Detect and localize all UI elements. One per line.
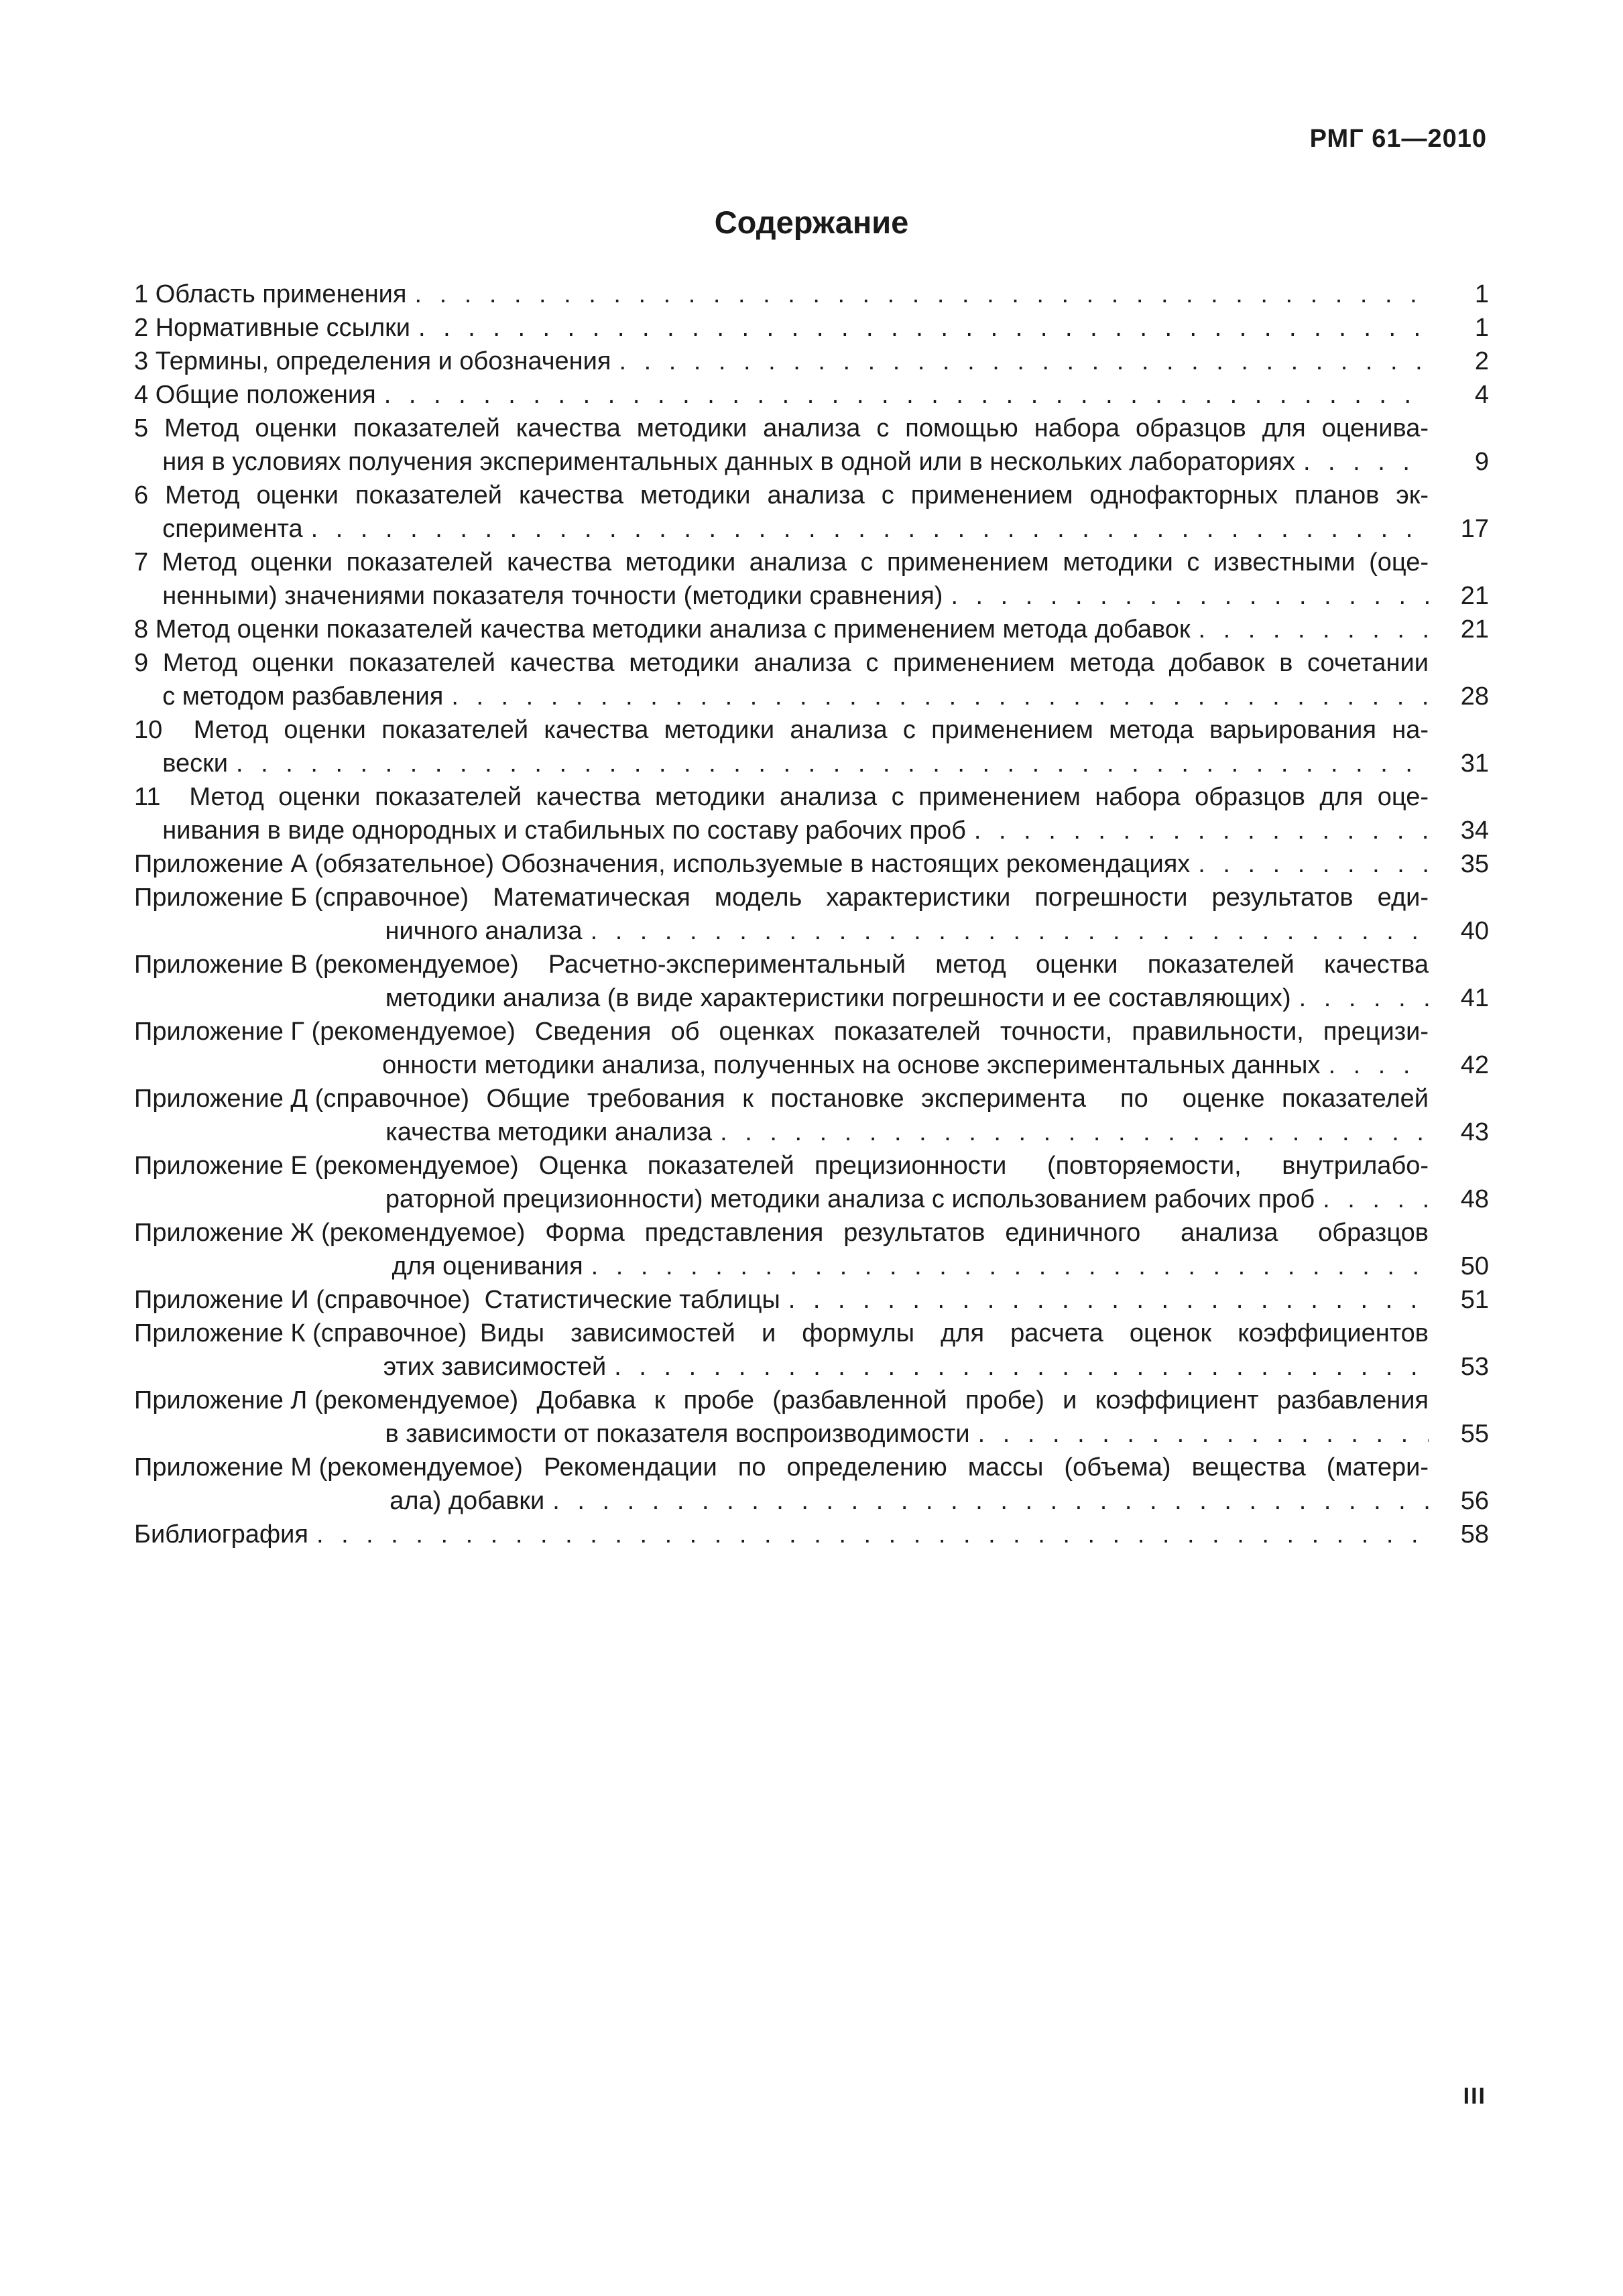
toc-leader-dots — [303, 512, 1429, 546]
toc-entry-line — [134, 847, 1489, 881]
toc-entry-text: 1 Область применения — [134, 280, 407, 308]
toc-entry-body — [134, 345, 1489, 378]
toc-entry-body — [314, 1384, 1489, 1451]
toc-page-spacer — [1429, 948, 1489, 981]
toc-entry-line — [134, 579, 1489, 613]
toc-entry-prefix: Приложение Д — [134, 1085, 315, 1113]
toc-entry-body — [134, 1518, 1489, 1551]
toc-entry-text: 2 Нормативные ссылки — [134, 314, 410, 342]
toc-leader-dots — [970, 1417, 1429, 1451]
toc-entry[interactable] — [134, 1283, 1489, 1317]
toc-entry-line — [319, 1484, 1489, 1518]
toc-entry-line — [312, 1048, 1489, 1082]
toc-page-number: 1 — [1474, 280, 1489, 308]
toc-page-number: 2 — [1474, 347, 1489, 375]
toc-page-number: 4 — [1474, 381, 1489, 409]
toc-entry-line — [134, 546, 1489, 579]
toc-page-spacer — [1429, 1149, 1489, 1183]
toc-leader-dots — [1190, 847, 1429, 881]
toc-page-number: 21 — [1460, 615, 1489, 644]
toc-leader-dots — [611, 345, 1429, 378]
toc-entry-body — [319, 1451, 1489, 1518]
toc-entry[interactable] — [134, 1015, 1489, 1082]
toc-entry-text: методики анализа (в виде характеристики погрешности и ее составляющих) — [314, 984, 1291, 1012]
toc-entry-body — [314, 881, 1489, 948]
toc-entry-text: вески — [134, 749, 228, 778]
toc-entry-prefix: Приложение Е — [134, 1152, 315, 1180]
toc-entry[interactable] — [134, 311, 1489, 345]
toc-entry-prefix: Приложение К — [134, 1319, 313, 1347]
toc-entry-line — [134, 345, 1489, 378]
toc-entry-line — [134, 378, 1489, 412]
toc-page-number: 21 — [1460, 582, 1489, 610]
toc-entry-line — [134, 814, 1489, 847]
toc-leader-dots — [544, 1484, 1429, 1518]
toc-entry-body — [314, 948, 1489, 1015]
toc-entry-body — [314, 1149, 1489, 1216]
toc-entry-line — [314, 1384, 1489, 1417]
toc-entry-text: ненными) значениями показателя точности (методики сравнения) — [134, 582, 943, 610]
toc-entry-line — [314, 1183, 1489, 1216]
toc-leader-dots — [1320, 1048, 1429, 1082]
toc-entry-text: Приложение А (обязательное) Обозначения, используемые в настоящих рекомендациях — [134, 850, 1191, 878]
toc-entry-line — [134, 412, 1489, 445]
toc-page-number: 58 — [1460, 1520, 1489, 1549]
toc-page-number: 55 — [1460, 1420, 1489, 1448]
toc-leader-dots — [228, 747, 1429, 780]
toc-entry-line — [312, 1350, 1489, 1384]
toc-entry-body — [312, 1317, 1489, 1384]
toc-entry-text: ничного анализа — [314, 917, 583, 945]
toc-page-number: 9 — [1474, 448, 1489, 476]
toc-entry-text: 3 Термины, определения и обозначения — [134, 347, 611, 375]
toc-page-number: 31 — [1460, 749, 1489, 778]
toc-leader-dots — [966, 814, 1429, 847]
toc-entry-line — [312, 1317, 1489, 1350]
toc-entry-text: (рекомендуемое) Расчетно-экспериментальный метод оценки показателей качества — [314, 951, 1429, 979]
toc-page-number: 17 — [1460, 515, 1489, 543]
toc-entry[interactable] — [134, 479, 1489, 546]
toc-entry-body — [134, 378, 1489, 412]
toc-leader-dots — [606, 1350, 1429, 1384]
toc-entry-body — [134, 412, 1489, 479]
toc-entry-text: 9 Метод оценки показателей качества методики анализа с применением метода добавок в сочетании — [134, 649, 1429, 677]
toc-entry-line — [134, 613, 1489, 646]
toc-entry-text: (справочное) Виды зависимостей и формулы для расчета оценок коэффициентов — [312, 1319, 1429, 1347]
toc-entry-text: 4 Общие положения — [134, 381, 376, 409]
page-number-roman: III — [1463, 2083, 1486, 2109]
toc-page-spacer — [1429, 412, 1489, 445]
toc-entry-prefix: Приложение Л — [134, 1386, 314, 1414]
toc-entry[interactable] — [134, 345, 1489, 378]
toc-entry-line — [134, 1283, 1489, 1317]
toc-entry-line — [312, 1015, 1489, 1048]
toc-entry-text: онности методики анализа, полученных на основе экспериментальных данных — [311, 1051, 1321, 1079]
toc-entry[interactable] — [134, 278, 1489, 311]
toc-leader-dots — [712, 1115, 1429, 1149]
toc-entry[interactable] — [134, 1149, 1489, 1216]
toc-entry-line — [134, 713, 1489, 747]
table-of-contents — [134, 278, 1489, 1551]
toc-entry[interactable] — [134, 881, 1489, 948]
toc-entry-line — [314, 914, 1489, 948]
toc-page-number: 1 — [1474, 314, 1489, 342]
toc-page-number: 34 — [1460, 817, 1489, 845]
toc-entry[interactable] — [134, 546, 1489, 613]
toc-entry-prefix: Приложение М — [134, 1453, 319, 1482]
toc-entry[interactable] — [134, 1518, 1489, 1551]
toc-entry-line — [314, 948, 1489, 981]
toc-entry-body — [134, 479, 1489, 546]
toc-page-number: 56 — [1460, 1487, 1489, 1515]
toc-entry[interactable] — [134, 1317, 1489, 1384]
toc-entry-line — [134, 1518, 1489, 1551]
toc-leader-dots — [1295, 445, 1429, 479]
toc-entry-line — [134, 512, 1489, 546]
toc-entry-body — [134, 1283, 1489, 1317]
toc-entry-text: качества методики анализа — [314, 1118, 713, 1146]
toc-entry-line — [314, 881, 1489, 914]
toc-entry-line — [314, 1417, 1489, 1451]
toc-entry-text: 6 Метод оценки показателей качества методики анализа с применением однофакторных планов эк- — [134, 481, 1429, 509]
toc-page-number: 41 — [1460, 984, 1489, 1012]
toc-entry[interactable] — [134, 948, 1489, 1015]
toc-entry-prefix: Приложение Г — [134, 1018, 312, 1046]
toc-page-spacer — [1429, 1082, 1489, 1115]
toc-page-number: 35 — [1460, 850, 1489, 878]
toc-page-spacer — [1429, 1451, 1489, 1484]
toc-entry[interactable] — [134, 613, 1489, 646]
toc-entry-text: этих зависимостей — [312, 1353, 607, 1381]
toc-leader-dots — [308, 1518, 1429, 1551]
toc-entry-body — [134, 713, 1489, 780]
toc-entry[interactable] — [134, 780, 1489, 847]
toc-page-number: 40 — [1460, 917, 1489, 945]
toc-page-spacer — [1429, 1216, 1489, 1250]
toc-entry[interactable] — [134, 847, 1489, 881]
toc-entry-text: (рекомендуемое) Форма представления результатов единичного анализа образцов — [321, 1219, 1429, 1247]
toc-entry-text: (справочное) Математическая модель характеристики погрешности результатов еди- — [314, 884, 1429, 912]
toc-entry-text: 11 Метод оценки показателей качества методики анализа с применением набора образцов для оце- — [134, 783, 1429, 811]
toc-page-spacer — [1429, 1384, 1489, 1417]
toc-leader-dots — [1190, 613, 1429, 646]
toc-page-number: 51 — [1460, 1286, 1489, 1314]
toc-leader-dots — [1315, 1183, 1429, 1216]
toc-leader-dots — [583, 1250, 1429, 1283]
toc-entry-body — [134, 546, 1489, 613]
toc-entry-text: Приложение И (справочное) Статистические таблицы — [134, 1286, 780, 1314]
toc-entry-line — [134, 445, 1489, 479]
toc-page-number: 28 — [1460, 682, 1489, 711]
toc-page-spacer — [1429, 713, 1489, 747]
toc-entry-text: ния в условиях получения экспериментальных данных в одной или в нескольких лабораториях — [134, 448, 1295, 476]
toc-page-spacer — [1429, 1015, 1489, 1048]
toc-page-number: 50 — [1460, 1252, 1489, 1280]
toc-entry[interactable] — [134, 1451, 1489, 1518]
toc-entry-prefix: Приложение Ж — [134, 1219, 322, 1247]
toc-entry[interactable] — [134, 1082, 1489, 1149]
toc-leader-dots — [943, 579, 1429, 613]
toc-entry[interactable] — [134, 713, 1489, 780]
toc-page-number: 48 — [1460, 1185, 1489, 1213]
toc-entry-text: с методом разбавления — [134, 682, 444, 711]
toc-leader-dots — [410, 311, 1429, 345]
toc-entry[interactable] — [134, 1384, 1489, 1451]
toc-entry[interactable] — [134, 378, 1489, 412]
document-code: РМГ 61—2010 — [1309, 125, 1487, 153]
toc-page-spacer — [1429, 646, 1489, 680]
toc-entry-line — [134, 311, 1489, 345]
toc-entry-text: (рекомендуемое) Рекомендации по определению массы (объема) вещества (матери- — [318, 1453, 1429, 1482]
toc-entry-prefix: Приложение В — [134, 951, 315, 979]
toc-entry-line — [134, 479, 1489, 512]
toc-entry-body — [134, 780, 1489, 847]
toc-entry-body — [312, 1015, 1489, 1082]
toc-leader-dots — [583, 914, 1429, 948]
toc-entry-text: для оценивания — [321, 1252, 583, 1280]
toc-entry-text: 8 Метод оценки показателей качества методики анализа с применением метода добавок — [134, 615, 1191, 644]
toc-entry-body — [321, 1216, 1489, 1283]
toc-entry-text: 10 Метод оценки показателей качества методики анализа с применением метода варьирования на- — [134, 716, 1429, 744]
toc-heading: Содержание — [714, 204, 909, 240]
toc-entry-text: (рекомендуемое) Сведения об оценках показателей точности, правильности, прецизи- — [311, 1018, 1429, 1046]
toc-entry-text: раторной прецизионности) методики анализа с использованием рабочих проб — [314, 1185, 1315, 1213]
toc-page-spacer — [1429, 546, 1489, 579]
toc-entry-line — [315, 1082, 1489, 1115]
toc-entry-line — [134, 780, 1489, 814]
toc-entry-body — [134, 311, 1489, 345]
toc-leader-dots — [443, 680, 1429, 713]
toc-entry-line — [134, 747, 1489, 780]
toc-page-spacer — [1429, 881, 1489, 914]
toc-entry-text: нивания в виде однородных и стабильных по составу рабочих проб — [134, 817, 966, 845]
toc-leader-dots — [376, 378, 1429, 412]
toc-entry-line — [321, 1250, 1489, 1283]
toc-entry-text: в зависимости от показателя воспроизводимости — [314, 1420, 970, 1448]
toc-entry-body — [134, 613, 1489, 646]
toc-entry-text: сперимента — [134, 515, 303, 543]
toc-page-number: 53 — [1460, 1353, 1489, 1381]
toc-entry-text: (рекомендуемое) Оценка показателей прецизионности (повторяемости, внутрилабо- — [314, 1152, 1429, 1180]
toc-entry-body — [134, 278, 1489, 311]
toc-entry[interactable] — [134, 412, 1489, 479]
toc-entry-text: ала) добавки — [318, 1487, 545, 1515]
toc-entry-line — [134, 680, 1489, 713]
toc-entry-line — [314, 981, 1489, 1015]
toc-entry-line — [321, 1216, 1489, 1250]
toc-leader-dots — [406, 278, 1429, 311]
toc-page-number: 42 — [1460, 1051, 1489, 1079]
toc-entry[interactable] — [134, 1216, 1489, 1283]
toc-entry-text: (рекомендуемое) Добавка к пробе (разбавленной пробе) и коэффициент разбавления — [314, 1386, 1429, 1414]
toc-page-number: 43 — [1460, 1118, 1489, 1146]
toc-entry-line — [319, 1451, 1489, 1484]
toc-entry-line — [314, 1149, 1489, 1183]
toc-entry-body — [134, 646, 1489, 713]
toc-entry-line — [134, 278, 1489, 311]
toc-leader-dots — [780, 1283, 1429, 1317]
toc-page-spacer — [1429, 780, 1489, 814]
toc-leader-dots — [1291, 981, 1429, 1015]
toc-entry-text: (справочное) Общие требования к постановке эксперимента по оценке показателей — [314, 1085, 1429, 1113]
toc-entry-body — [134, 847, 1489, 881]
toc-entry-body — [315, 1082, 1489, 1149]
toc-entry-text: Библиография — [134, 1520, 308, 1549]
toc-entry-line — [134, 646, 1489, 680]
toc-entry-line — [315, 1115, 1489, 1149]
toc-entry-prefix: Приложение Б — [134, 884, 314, 912]
toc-entry[interactable] — [134, 646, 1489, 713]
toc-entry-text: 7 Метод оценки показателей качества методики анализа с применением методики с известными (оце- — [134, 548, 1429, 577]
toc-page-spacer — [1429, 479, 1489, 512]
toc-entry-text: 5 Метод оценки показателей качества методики анализа с помощью набора образцов для оценива- — [134, 414, 1429, 442]
toc-page-spacer — [1429, 1317, 1489, 1350]
